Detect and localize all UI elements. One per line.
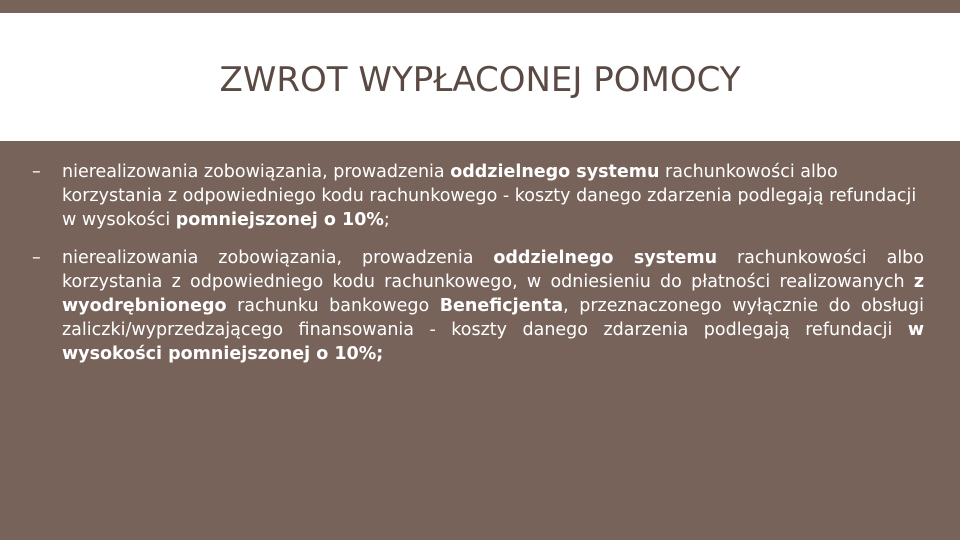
slide-title: ZWROT WYPŁACONEJ POMOCY [219, 60, 741, 100]
slide-content [32, 160, 924, 380]
bullet-bold-text: z wyodrębnionego [62, 272, 924, 316]
bullet-dash: – [32, 162, 41, 182]
bullet-bold-text: w wysokości pomniejszonej o 10%; [62, 320, 924, 364]
bullet-item-2 [32, 246, 924, 366]
bullet-text: rachunkowości [717, 248, 867, 268]
bullet-text: nierealizowania zobowiązania, prowadzenia [62, 162, 451, 182]
bullet-text: rachunku bankowego [226, 296, 440, 316]
bullet-bold-text: Beneficjenta [439, 296, 564, 316]
bullet-bold-text: pomniejszonej o 10% [175, 210, 384, 230]
bullet-bold-text: oddzielnego systemu [493, 248, 718, 268]
bullet-item-1 [32, 160, 924, 232]
bullet-text: albo korzystania z odpowiedniego kodu rachunkowego - koszty danego zdarzenia podlegają refundacji w wysokości [62, 162, 917, 230]
title-band [0, 13, 960, 141]
bullet-text: nierealizowania zobowiązania, prowadzenia [62, 248, 494, 268]
bullet-text: rachunkowości [659, 162, 795, 182]
bullet-text: ; [383, 210, 390, 230]
bullet-dash: – [32, 248, 41, 268]
bullet-text: albo korzystania z odpowiedniego kodu rachunkowego, w odniesieniu do płatności realizowanych [62, 248, 924, 292]
bullet-text: , przeznaczonego wyłącznie do obsługi zaliczki/wyprzedzającego finansowania - koszty danego zdarzenia podlegają refundacji [62, 296, 924, 340]
bullet-bold-text: oddzielnego systemu [450, 162, 660, 182]
